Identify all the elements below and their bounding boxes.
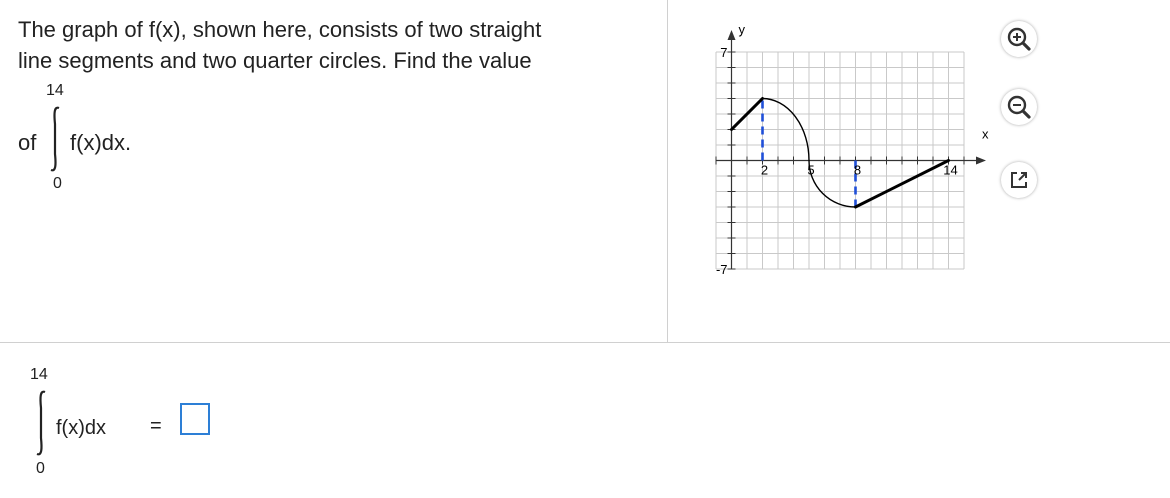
equals-sign: = — [150, 415, 162, 437]
question-integral-sign — [48, 104, 62, 174]
zoom-out-button[interactable] — [1001, 89, 1037, 125]
x-tick-label: 14 — [943, 162, 958, 178]
y-axis-arrow — [728, 30, 736, 40]
zoom-out-icon — [1006, 94, 1032, 120]
x-tick-label: 2 — [760, 162, 769, 178]
answer-integrand: f(x)dx — [56, 417, 106, 439]
x-axis-label: x — [982, 126, 989, 142]
graph-axes — [716, 30, 986, 269]
zoom-in-icon — [1006, 26, 1032, 52]
y-bottom-tick-label: -7 — [715, 262, 728, 277]
function-graph — [680, 10, 1000, 310]
popout-icon — [1007, 168, 1031, 192]
question-upper-limit: 14 — [46, 82, 64, 99]
curve-quarter-circle — [809, 161, 856, 208]
question-integrand: f(x)dx. — [70, 130, 132, 155]
horizontal-divider — [0, 342, 1170, 343]
answer-upper-limit: 14 — [30, 366, 48, 383]
popout-button[interactable] — [1001, 162, 1037, 198]
vertical-divider — [667, 0, 668, 342]
answer-lower-limit: 0 — [36, 460, 45, 477]
answer-integral-sign — [34, 388, 48, 458]
x-tick-label: 8 — [853, 162, 862, 178]
question-of-word: of — [18, 130, 37, 155]
y-axis-label: y — [738, 22, 745, 37]
question-line-1: The graph of f(x), shown here, consists of two straight — [18, 17, 542, 42]
zoom-in-button[interactable] — [1001, 21, 1037, 57]
question-lower-limit: 0 — [53, 175, 62, 192]
answer-input[interactable] — [180, 403, 210, 435]
x-tick-label: 5 — [807, 162, 815, 178]
question-text — [18, 14, 658, 76]
question-line-2: line segments and two quarter circles. Find the value — [18, 48, 532, 73]
y-top-tick-label: 7 — [720, 45, 728, 60]
x-axis-arrow — [976, 157, 986, 165]
